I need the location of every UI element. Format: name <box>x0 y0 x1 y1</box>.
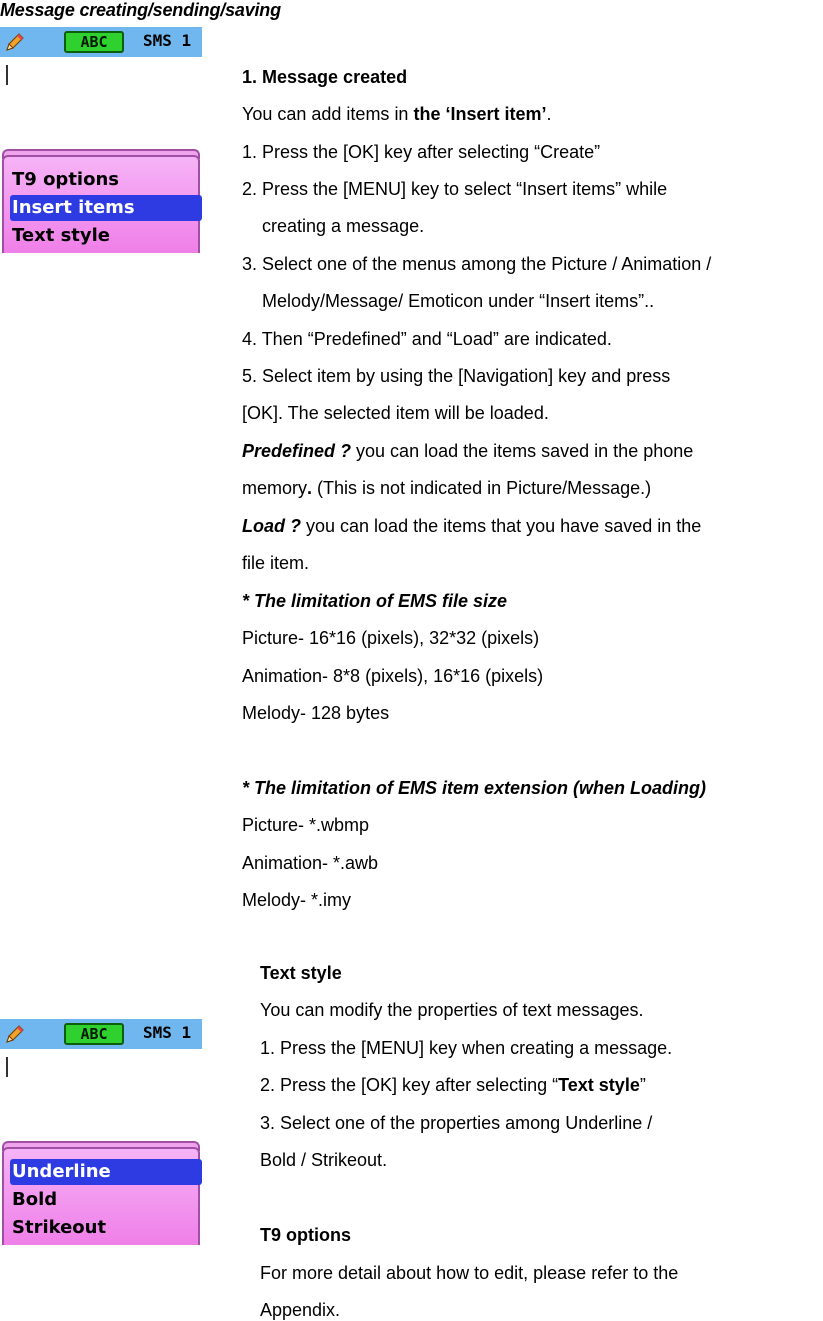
pencil-icon <box>4 31 26 53</box>
status-bar <box>0 27 202 57</box>
section-title-text-style: Text style <box>260 963 342 983</box>
input-mode-badge: ABC <box>64 31 124 53</box>
step-2-text: 2. Press the [OK] key after selecting “ <box>260 1075 559 1095</box>
load-text: you can load the items that you have saved in the <box>301 516 702 536</box>
intro-line <box>242 103 552 125</box>
input-mode-badge: ABC <box>64 1023 124 1045</box>
load-label: Load ? <box>242 516 301 536</box>
step-2-cont: creating a message. <box>262 216 425 236</box>
pencil-icon <box>4 1023 26 1045</box>
section-title-t9-options: T9 options <box>260 1225 351 1245</box>
intro-emphasis: the ‘Insert item’ <box>413 104 547 124</box>
text-style-step-3-cont: Bold / Strikeout. <box>260 1150 388 1170</box>
text-cursor <box>6 1057 8 1077</box>
load-line-cont: file item. <box>242 553 310 573</box>
options-menu <box>2 155 200 253</box>
intro-end: . <box>546 104 552 124</box>
limit-animation-size: Animation- 8*8 (pixels), 16*16 (pixels) <box>242 666 544 686</box>
predefined-line <box>242 440 693 462</box>
text-style-menu <box>2 1147 200 1245</box>
text-style-step-2 <box>260 1074 646 1096</box>
phone-screen-text-style <box>0 1019 202 1245</box>
text-style-step-3: 3. Select one of the properties among Underline / <box>260 1113 653 1133</box>
menu-item-t9-options[interactable]: T9 options <box>12 169 119 190</box>
ext-melody: Melody- *.imy <box>242 890 352 910</box>
page-header: Message creating/sending/saving <box>0 0 281 20</box>
phone-screen-insert-items <box>0 27 202 253</box>
step-3-cont: Melody/Message/ Emoticon under “Insert items”.. <box>262 291 655 311</box>
menu-item-underline[interactable]: Underline <box>10 1159 202 1185</box>
intro-text: You can add items in <box>242 104 414 124</box>
text-style-step-1: 1. Press the [MENU] key when creating a message. <box>260 1038 673 1058</box>
menu-item-bold[interactable]: Bold <box>12 1189 58 1210</box>
limitation-extension-title: * The limitation of EMS item extension (when Loading) <box>242 778 707 798</box>
step-2: 2. Press the [MENU] key to select “Insert items” while <box>242 179 668 199</box>
menu-item-insert-items[interactable]: Insert items <box>10 195 202 221</box>
menu-item-strikeout[interactable]: Strikeout <box>12 1217 107 1238</box>
t9-text: For more detail about how to edit, please refer to the <box>260 1263 679 1283</box>
ext-animation: Animation- *.awb <box>242 853 379 873</box>
limit-melody-size: Melody- 128 bytes <box>242 703 390 723</box>
step-1: 1. Press the [OK] key after selecting “Create” <box>242 142 601 162</box>
memory-dot: . <box>307 478 313 498</box>
status-bar <box>0 1019 202 1049</box>
predefined-label: Predefined ? <box>242 441 352 461</box>
sms-counter: SMS 1 <box>143 31 192 50</box>
limit-picture-size: Picture- 16*16 (pixels), 32*32 (pixels) <box>242 628 540 648</box>
step-5: 5. Select item by using the [Navigation] key and press <box>242 366 671 386</box>
memory-text: memory <box>242 478 308 498</box>
text-style-intro: You can modify the properties of text messages. <box>260 1000 644 1020</box>
t9-text-cont: Appendix. <box>260 1300 341 1320</box>
load-line <box>242 515 701 537</box>
limitation-size-title: * The limitation of EMS file size <box>242 591 508 611</box>
section-title-message-created: 1. Message created <box>242 67 408 87</box>
ext-picture: Picture- *.wbmp <box>242 815 370 835</box>
step-4: 4. Then “Predefined” and “Load” are indicated. <box>242 329 612 349</box>
step-2-emphasis: Text style <box>558 1075 640 1095</box>
menu-item-text-style[interactable]: Text style <box>12 225 111 246</box>
step-2-end: ” <box>639 1075 646 1095</box>
memory-line <box>242 477 651 499</box>
step-3: 3. Select one of the menus among the Picture / Animation / <box>242 254 712 274</box>
text-cursor <box>6 65 8 85</box>
sms-counter: SMS 1 <box>143 1023 192 1042</box>
step-5-cont: [OK]. The selected item will be loaded. <box>242 403 549 423</box>
memory-note: (This is not indicated in Picture/Message.) <box>312 478 652 498</box>
predefined-text: you can load the items saved in the phone <box>351 441 694 461</box>
